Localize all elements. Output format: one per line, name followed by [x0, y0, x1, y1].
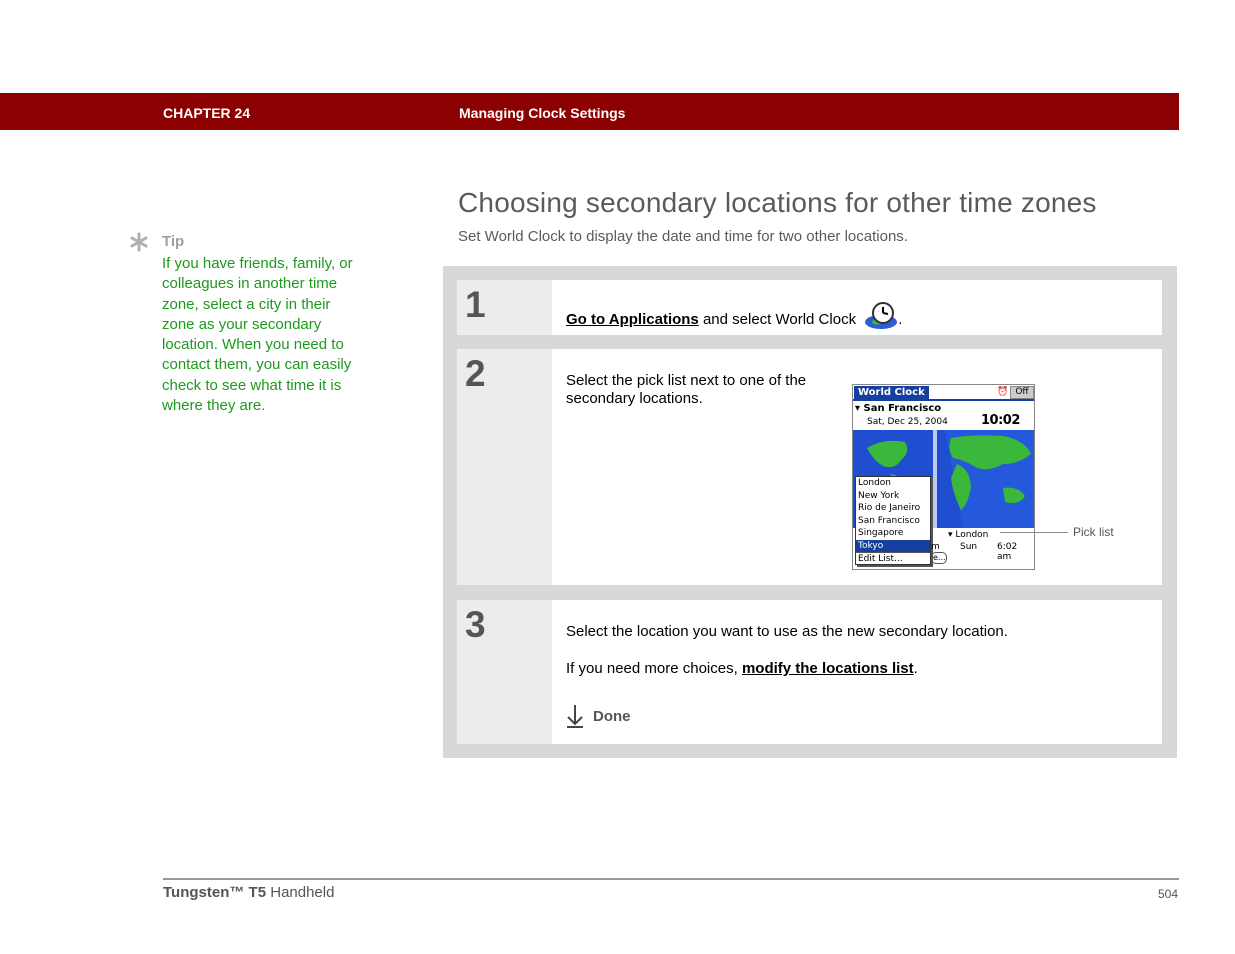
step-number: 1 — [457, 280, 552, 335]
list-item[interactable]: New York — [858, 490, 900, 501]
alarm-icon: ⏰ — [997, 387, 1009, 397]
step-1 — [457, 280, 1162, 335]
step-body — [552, 600, 1162, 744]
step-3 — [457, 600, 1162, 744]
step-1-instruction: and select World Clock — [698, 311, 857, 328]
pick-list-callout: Pick list — [1073, 525, 1114, 539]
step-2 — [457, 349, 1162, 585]
list-item[interactable]: Rio de Janeiro — [858, 503, 921, 513]
off-button[interactable]: Off — [1010, 386, 1034, 399]
step-1-period: . — [898, 311, 903, 328]
section-label: Managing Clock Settings — [459, 105, 626, 121]
done-marker — [566, 704, 631, 728]
list-item-selected[interactable]: Tokyo — [856, 540, 930, 553]
secondary-time: 6:02 am — [997, 542, 1018, 562]
step-body — [552, 280, 1162, 335]
down-arrow-icon — [566, 704, 584, 728]
go-to-applications-link[interactable]: Go to Applications — [566, 311, 699, 328]
callout-line — [1000, 532, 1068, 533]
edit-list-item[interactable]: Edit List... — [856, 552, 930, 565]
secondary-city-picker[interactable]: ▾ London — [948, 530, 989, 540]
primary-date: Sat, Dec 25, 2004 — [867, 417, 948, 427]
chapter-label: CHAPTER 24 — [163, 105, 251, 121]
page-number: 504 — [1158, 887, 1179, 901]
page-subtitle: Set World Clock to display the date and time for two other locations. — [458, 228, 908, 245]
device-title-bar — [853, 385, 1035, 401]
step-2-text: Select the pick list next to one of the secondary locations. — [566, 372, 807, 407]
chapter-header-bar — [0, 93, 1179, 130]
modify-locations-list-link[interactable]: modify the locations list — [741, 660, 914, 677]
hidden-text-fragment: m — [931, 542, 940, 552]
asterisk-icon — [129, 232, 149, 252]
list-item[interactable]: Singapore — [858, 528, 904, 538]
step-3-more-choices: If you need more choices, modify the locations list. — [566, 660, 918, 677]
hidden-button-fragment: e... — [933, 553, 946, 562]
location-pick-list — [855, 476, 931, 565]
steps-panel — [443, 266, 1177, 758]
done-label: Done — [593, 707, 631, 725]
footer-rule — [163, 878, 1179, 880]
primary-time: 10:02 — [981, 413, 1020, 428]
footer-product: Tungsten™ T5 Handheld — [163, 884, 335, 901]
step-3-text: Select the location you want to use as the new secondary location. — [566, 623, 1008, 640]
device-title: World Clock — [854, 386, 929, 400]
list-item[interactable]: London — [858, 478, 891, 488]
tip-label: Tip — [162, 233, 185, 250]
step-body — [552, 349, 1162, 585]
step-number: 2 — [457, 349, 552, 585]
world-clock-screenshot — [852, 384, 1035, 570]
list-item[interactable]: San Francisco — [858, 515, 920, 526]
step-number: 3 — [457, 600, 552, 744]
step-1-text — [566, 302, 902, 330]
world-clock-icon — [864, 302, 898, 330]
secondary-day: Sun — [960, 542, 978, 552]
page-title: Choosing secondary locations for other time zones — [458, 187, 1097, 218]
tip-body: If you have friends, family, or colleagues in another time zone, select a city in their zone as your secondary location. When you need to contact them, you can easily check to see what time it is where they are. — [162, 255, 353, 415]
primary-city-picker[interactable]: ▾ San Francisco — [855, 403, 942, 414]
